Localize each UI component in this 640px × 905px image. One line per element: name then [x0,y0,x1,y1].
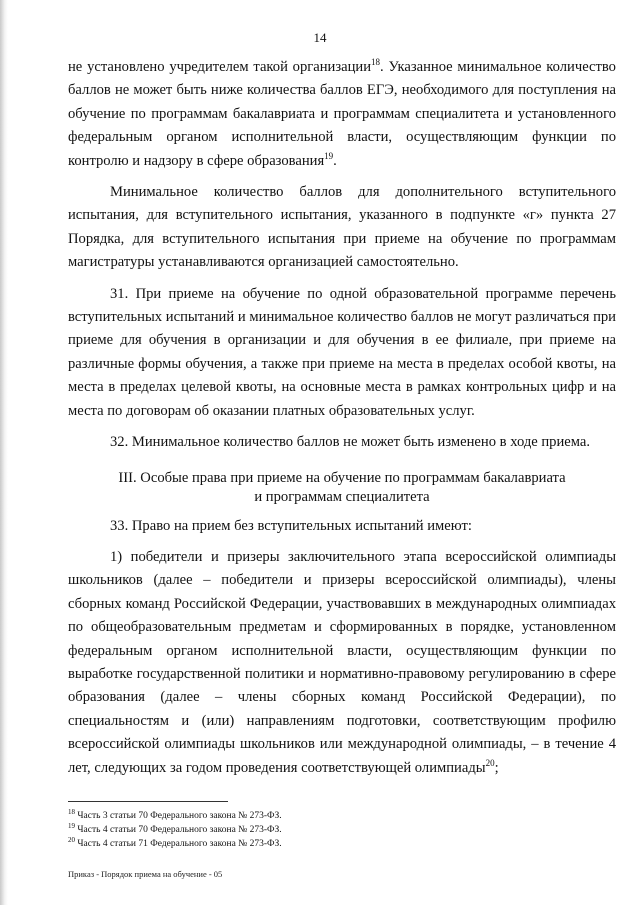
footnote-text: Часть 4 статьи 70 Федерального закона № 273-ФЗ. [77,825,282,835]
footnote [68,809,468,823]
paragraph-33-item-1 [68,546,616,780]
footnote-text: Часть 4 статьи 71 Федерального закона № 273-ФЗ. [77,839,282,849]
footnote [68,823,468,837]
footnote [68,837,468,851]
footnote-number: 20 [68,835,75,844]
paragraph-continuation [68,56,616,173]
scan-edge-shadow [0,0,8,905]
paragraph-text: . Указанное минимальное количество баллов не может быть ниже количества баллов ЕГЭ, необходимого для поступления на обучение по программам бакалавриата и программам специалитета и установленного федеральным органом исполнительной власти, осуществляющим функции по контролю и надзору в сфере образования [68,59,616,169]
footnotes [68,809,468,851]
paragraph-min-score: Минимальное количество баллов для дополнительного вступительного испытания, для вступительного испытания, указанного в подпункте «г» пункта 27 Порядка, для вступительного испытания при приеме на обучение по программам магистратуры устанавливаются организацией самостоятельно. [68,184,616,271]
section-heading-line: III. Особые права при приеме на обучение по программам бакалавриата [118,469,566,486]
footnote-ref: 18 [371,57,381,68]
section-heading-line: и программам специалитета [254,488,430,505]
paragraph-text: не установлено учредителем такой организации [68,59,372,75]
paragraph-32: 32. Минимальное количество баллов не может быть изменено в ходе приема. [110,434,591,451]
paragraph-text: . [333,152,337,169]
section-heading [68,469,616,507]
footnote-number: 18 [68,807,75,816]
paragraph-31: 31. При приеме на обучение по одной образовательной программе перечень вступительных испытаний и минимальное количество баллов не могут различаться при приеме для обучения в организации и для обучения в ее филиале, при приеме на различные формы обучения, а также при приеме на места в пределах особой квоты, на места в пределах целевой квоты, на основные места в рамках контрольных цифр и на места по договорам об оказании платных образовательных услуг. [68,285,616,419]
footnote-text: Часть 3 статьи 70 Федерального закона № 273-ФЗ. [77,811,282,821]
page-footer: Приказ - Порядок приема на обучение - 05 [68,869,223,879]
paragraph-text: 1) победители и призеры заключительного этапа всероссийской олимпиады школьников (далее – победители и призеры всероссийской олимпиады), члены сборных команд Российской Федерации, участвовавших в международных олимпиадах по общеобразовательным предметам и сформированных в порядке, установленном федеральным органом исполнительной власти, осуществляющим функции по выработке государственной политики и нормативно-правовому регулированию в сфере образования (далее – члены сборных команд Российской Федерации), по специальностям и (или) направлениям подготовки, соответствующим профилю всероссийской олимпиады школьников или международной олимпиады, – в течение 4 лет, следующих за годом проведения соответствующей олимпиады [68,548,616,776]
paragraph-text: ; [494,759,499,776]
footnote-divider [68,801,228,802]
page-number: 14 [313,30,327,45]
document-body [68,56,616,780]
footnote-ref: 20 [485,757,495,768]
footnote-ref: 19 [324,150,334,161]
paragraph-33: 33. Право на прием без вступительных испытаний имеют: [110,517,472,534]
footnote-number: 19 [68,821,75,830]
